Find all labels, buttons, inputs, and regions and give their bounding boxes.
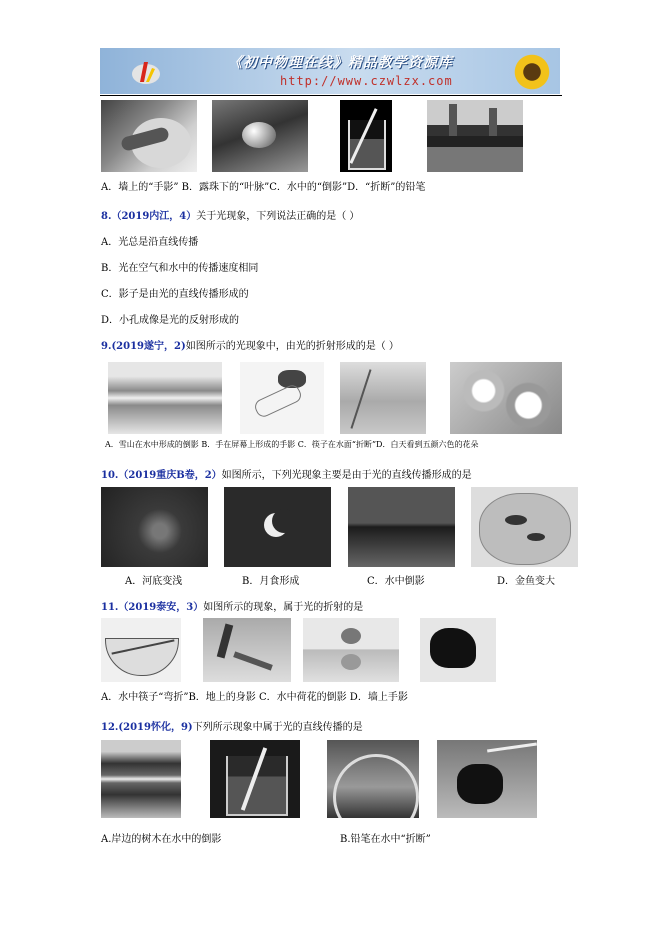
banner-title: 《初中物理在线》精品教学资源库	[228, 55, 453, 71]
question-number: 10.	[101, 470, 119, 481]
question-number: 12.	[101, 722, 119, 733]
question-10-stem	[101, 466, 472, 481]
photo-goldfish-bowl	[471, 487, 578, 567]
question-8-stem	[101, 207, 359, 222]
photo-hand-shadow-wall	[437, 740, 537, 818]
question-source: (2019遂宁，2)	[111, 341, 186, 352]
question-text: 下列所示现象中属于光的直线传播的是	[192, 722, 363, 733]
q11-captions: A．水中筷子“弯折”B．地上的身影 C．水中荷花的倒影 D．墙上手影	[101, 692, 408, 703]
photo-hand-shadow-screen	[240, 362, 324, 434]
photo-bowl-chopsticks	[101, 618, 181, 682]
logo-icon	[130, 56, 162, 88]
q10-caption-c: C．水中倒影	[367, 576, 425, 587]
q8-option-a: A．光总是沿直线传播	[101, 237, 199, 248]
sunflower-image	[512, 52, 552, 92]
photo-trees-lake-reflection	[101, 740, 181, 818]
photo-water-reflection	[348, 487, 455, 567]
header-banner	[100, 48, 560, 94]
question-text: 如图所示的光现象中，由光的折射形成的是（ ）	[185, 341, 399, 352]
photo-snow-mountain-reflection	[108, 362, 222, 434]
photo-hand-shadow	[101, 100, 197, 172]
question-12-stem	[101, 718, 363, 733]
question-text: 如图所示，下列光现象主要是由于光的直线传播形成的是	[221, 470, 472, 481]
question-number: 11.	[101, 602, 119, 613]
top-photo-captions: A．墙上的“手影” B．露珠下的“叶脉”C．水中的“倒影”D．“折断”的铅笔	[101, 182, 426, 193]
q8-option-c: C．影子是由光的直线传播形成的	[101, 289, 249, 300]
photo-wall-hand-shadow	[420, 618, 496, 682]
header-divider	[100, 95, 562, 96]
question-text: 关于光现象，下列说法正确的是（ ）	[196, 211, 360, 222]
question-source: （2019内江，4）	[111, 211, 197, 222]
question-source: (2019怀化，9)	[118, 722, 193, 733]
photo-pencil-glass	[340, 100, 392, 172]
photo-riverbed	[101, 487, 208, 567]
q8-option-b: B．光在空气和水中的传播速度相同	[101, 263, 259, 274]
photo-lotus-reflection	[303, 618, 399, 682]
q8-option-d: D．小孔成像是光的反射形成的	[101, 315, 240, 326]
question-text: 如图所示的现象，属于光的折射的是	[203, 602, 364, 613]
q10-caption-d: D．金鱼变大	[497, 576, 556, 587]
q12-caption-a: A.岸边的树木在水中的倒影	[101, 834, 222, 845]
question-9-stem	[101, 337, 399, 352]
photo-rainbow	[327, 740, 419, 818]
question-number: 8.	[101, 211, 112, 222]
q10-caption-a: A．河底变浅	[125, 576, 183, 587]
q12-caption-b: B.铅笔在水中“折断”	[340, 834, 431, 845]
photo-dewdrop-leaf	[212, 100, 308, 172]
q10-caption-b: B．月食形成	[242, 576, 300, 587]
q9-captions: A．雪山在水中形成的倒影 B．手在屏幕上形成的手影 C．筷子在水面“折断”D．白天看到五颜六色的花朵	[105, 440, 479, 449]
question-number: 9.	[101, 341, 112, 352]
question-source: （2019重庆B卷，2）	[118, 470, 222, 481]
photo-pagoda-reflection	[427, 100, 523, 172]
question-11-stem	[101, 598, 363, 613]
photo-person-shadow	[203, 618, 291, 682]
photo-lunar-eclipse	[224, 487, 331, 567]
photo-flowers	[450, 362, 562, 434]
question-source: （2019泰安，3）	[118, 602, 204, 613]
photo-pencil-in-water	[210, 740, 300, 818]
banner-url: http://www.czwlzx.com	[280, 74, 453, 88]
photo-chopsticks-water	[340, 362, 426, 434]
